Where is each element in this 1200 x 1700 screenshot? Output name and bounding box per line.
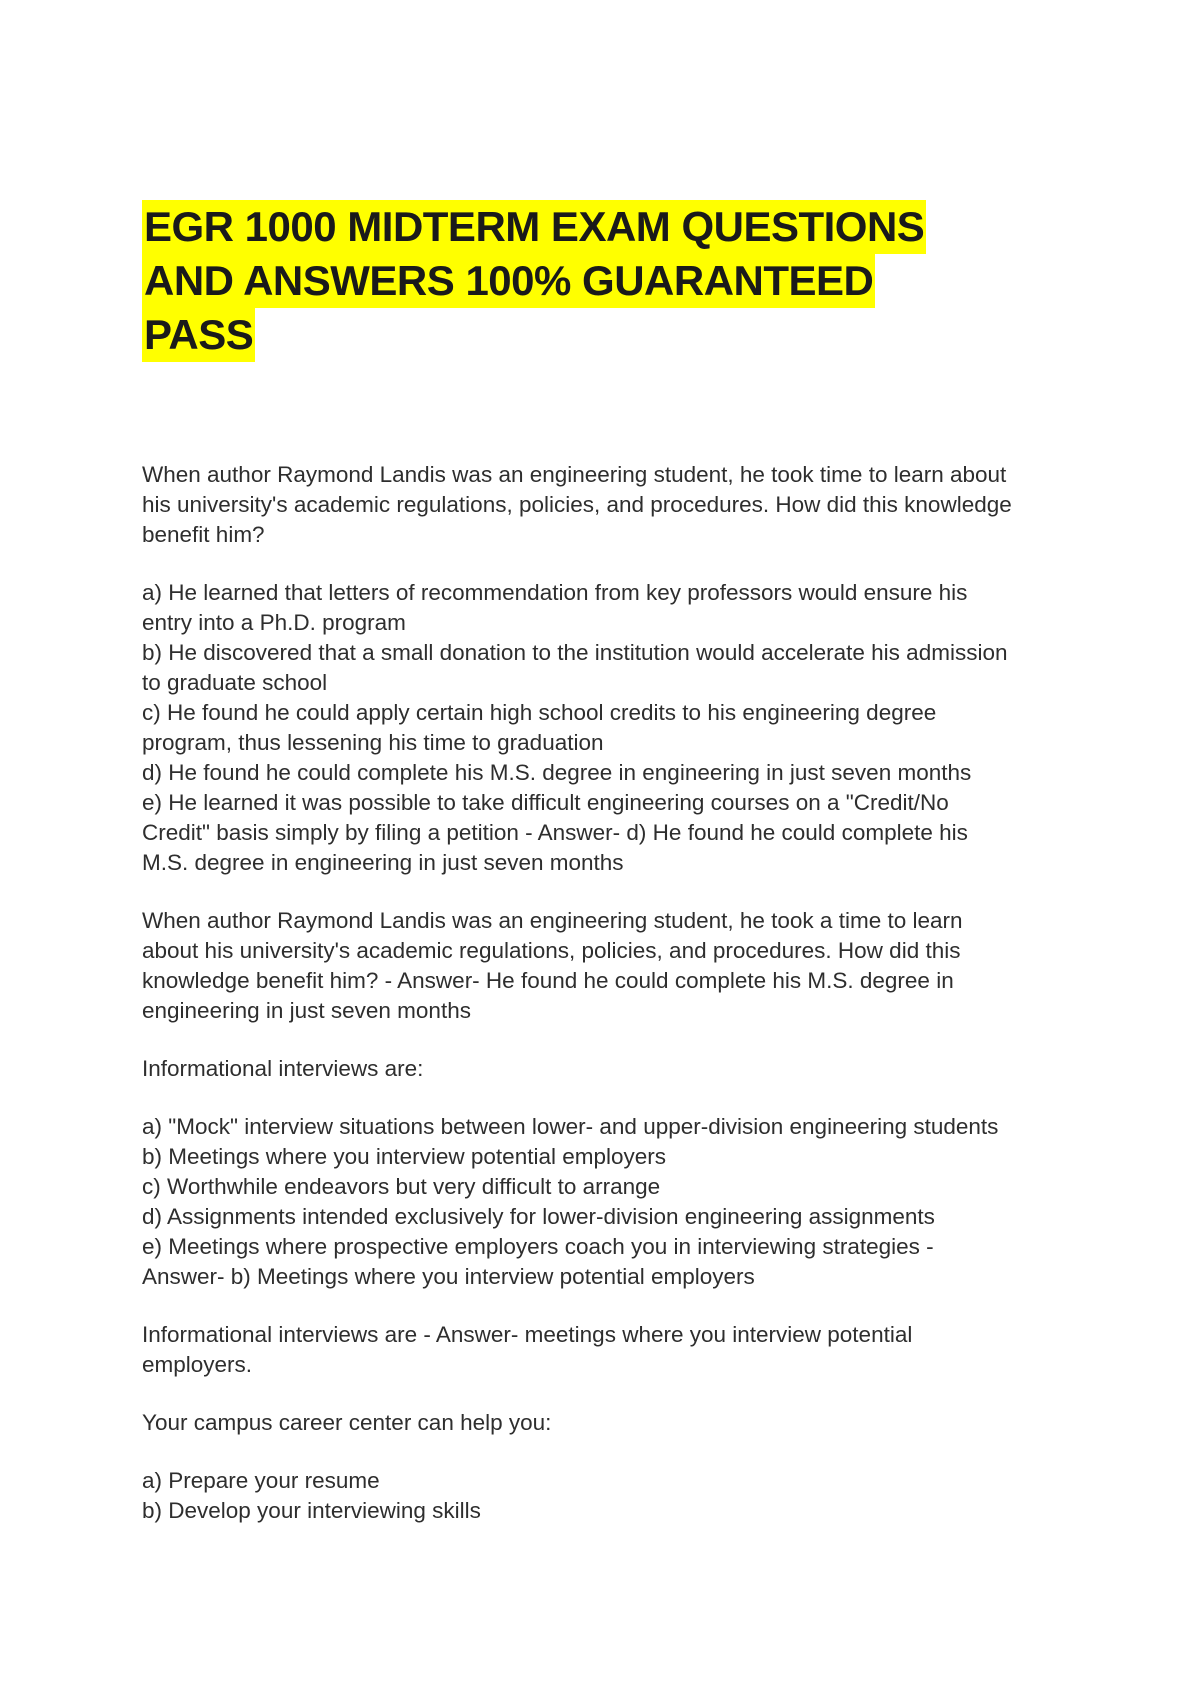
text-line: a) Prepare your resume <box>142 1468 380 1493</box>
text-line: a) He learned that letters of recommendation from key professors would ensure his <box>142 580 968 605</box>
text-line: Informational interviews are: <box>142 1056 424 1081</box>
text-line: about his university's academic regulations, policies, and procedures. How did this <box>142 938 961 963</box>
question-1 <box>142 460 1072 550</box>
text-line: M.S. degree in engineering in just seven months <box>142 850 624 875</box>
document-title <box>142 200 1072 362</box>
text-line: Credit" basis simply by filing a petition - Answer- d) He found he could complete his <box>142 820 968 845</box>
text-line: entry into a Ph.D. program <box>142 610 406 635</box>
document-body <box>142 460 1072 1554</box>
title-line-2: AND ANSWERS 100% GUARANTEED <box>142 254 875 308</box>
text-line: c) Worthwhile endeavors but very difficult to arrange <box>142 1174 661 1199</box>
text-line: b) He discovered that a small donation to the institution would accelerate his admission <box>142 640 1008 665</box>
text-line: Informational interviews are - Answer- meetings where you interview potential <box>142 1322 913 1347</box>
text-line: Answer- b) Meetings where you interview potential employers <box>142 1264 755 1289</box>
text-line: knowledge benefit him? - Answer- He found he could complete his M.S. degree in <box>142 968 954 993</box>
text-line: When author Raymond Landis was an engineering student, he took time to learn about <box>142 462 1007 487</box>
text-line: employers. <box>142 1352 253 1377</box>
text-line: c) He found he could apply certain high school credits to his engineering degree <box>142 700 937 725</box>
question-3-options <box>142 1112 1072 1292</box>
question-1-options <box>142 578 1072 878</box>
text-line: Your campus career center can help you: <box>142 1410 552 1435</box>
text-line: program, thus lessening his time to graduation <box>142 730 604 755</box>
text-line: d) Assignments intended exclusively for lower-division engineering assignments <box>142 1204 935 1229</box>
title-line-3: PASS <box>142 308 255 362</box>
text-line: a) "Mock" interview situations between lower- and upper-division engineering students <box>142 1114 999 1139</box>
question-5 <box>142 1408 1072 1438</box>
text-line: e) He learned it was possible to take difficult engineering courses on a "Credit/No <box>142 790 949 815</box>
question-4 <box>142 1320 1072 1380</box>
text-line: e) Meetings where prospective employers coach you in interviewing strategies - <box>142 1234 934 1259</box>
text-line: his university's academic regulations, policies, and procedures. How did this knowledge <box>142 492 1012 517</box>
text-line: When author Raymond Landis was an engineering student, he took a time to learn <box>142 908 963 933</box>
question-3 <box>142 1054 1072 1084</box>
question-2 <box>142 906 1072 1026</box>
text-line: d) He found he could complete his M.S. degree in engineering in just seven months <box>142 760 972 785</box>
title-line-1: EGR 1000 MIDTERM EXAM QUESTIONS <box>142 200 926 254</box>
text-line: b) Meetings where you interview potential employers <box>142 1144 667 1169</box>
text-line: to graduate school <box>142 670 328 695</box>
document-header <box>142 200 1072 362</box>
text-line: b) Develop your interviewing skills <box>142 1498 481 1523</box>
text-line: engineering in just seven months <box>142 998 471 1023</box>
text-line: benefit him? <box>142 522 265 547</box>
question-5-options <box>142 1466 1072 1526</box>
